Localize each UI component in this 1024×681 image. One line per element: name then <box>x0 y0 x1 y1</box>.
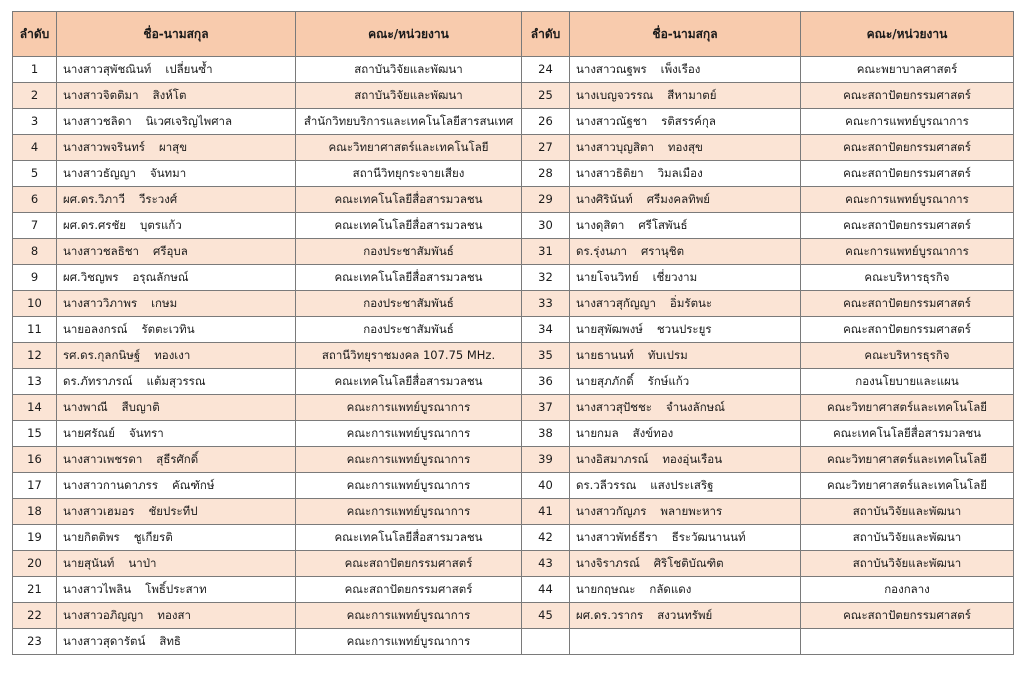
last-name: สิทธิ <box>159 633 181 648</box>
department-cell: คณะวิทยาศาสตร์และเทคโนโลยี <box>801 447 1014 473</box>
row-number-cell: 43 <box>522 551 570 577</box>
row-number-cell: 5 <box>13 161 57 187</box>
table-row <box>13 369 1014 395</box>
row-number-cell: 20 <box>13 551 57 577</box>
table-header-row <box>13 12 1014 57</box>
department-cell: คณะสถาปัตยกรรมศาสตร์ <box>801 291 1014 317</box>
row-number-cell: 32 <box>522 265 570 291</box>
last-name: ทองเงา <box>154 347 191 362</box>
last-name: สุธีรศักดิ์ <box>156 451 199 466</box>
row-number-cell: 21 <box>13 577 57 603</box>
first-name: นางสาวสุกัญญา <box>576 295 656 310</box>
person-name-cell <box>570 109 801 135</box>
last-name: นาป่า <box>128 555 157 570</box>
last-name: ผาสุข <box>158 139 188 154</box>
person-name-cell <box>57 109 296 135</box>
first-name: นางเบญจวรรณ <box>576 87 654 102</box>
department-cell: สถานีวิทยุราชมงคล 107.75 MHz. <box>296 343 522 369</box>
first-name: นางสาวชลธิชา <box>63 243 140 258</box>
header-no-right: ลำดับ <box>522 12 570 57</box>
department-cell: คณะเทคโนโลยีสื่อสารมวลชน <box>296 187 522 213</box>
department-cell: คณะวิทยาศาสตร์และเทคโนโลยี <box>296 135 522 161</box>
person-name-cell <box>570 577 801 603</box>
row-number-cell: 14 <box>13 395 57 421</box>
row-number-cell: 7 <box>13 213 57 239</box>
table-row <box>13 343 1014 369</box>
table-row <box>13 447 1014 473</box>
header-name-left: ชื่อ-นามสกุล <box>57 12 296 57</box>
first-name: นางสาวสุปัชชะ <box>576 399 652 414</box>
person-name-cell <box>57 499 296 525</box>
row-number-cell: 38 <box>522 421 570 447</box>
row-number-cell: 8 <box>13 239 57 265</box>
department-cell: คณะสถาปัตยกรรมศาสตร์ <box>801 161 1014 187</box>
person-name-cell <box>570 135 801 161</box>
last-name: สืบญาติ <box>121 399 160 414</box>
row-number-cell: 35 <box>522 343 570 369</box>
first-name: นางสาวสุพัชณินท์ <box>63 61 152 76</box>
last-name: สีหามาตย์ <box>667 87 717 102</box>
table-row <box>13 603 1014 629</box>
person-name-cell <box>57 135 296 161</box>
department-cell: สถาบันวิจัยและพัฒนา <box>296 83 522 109</box>
row-number-cell: 2 <box>13 83 57 109</box>
row-number-cell: 3 <box>13 109 57 135</box>
first-name: นายกมล <box>576 425 619 440</box>
person-name-cell <box>57 291 296 317</box>
table-row <box>13 57 1014 83</box>
department-cell: คณะการแพทย์บูรณาการ <box>296 499 522 525</box>
person-name-cell <box>570 83 801 109</box>
header-name-right: ชื่อ-นามสกุล <box>570 12 801 57</box>
person-name-cell <box>570 447 801 473</box>
last-name: พลายพะหาร <box>660 503 723 518</box>
first-name: นางสาวพจรินทร์ <box>63 139 145 154</box>
department-cell: คณะการแพทย์บูรณาการ <box>801 239 1014 265</box>
row-number-cell: 23 <box>13 629 57 655</box>
person-name-cell <box>570 525 801 551</box>
department-cell: คณะการแพทย์บูรณาการ <box>801 109 1014 135</box>
last-name: ศิริโชติบัณฑิต <box>653 555 724 570</box>
first-name: นายโจนวิทย์ <box>576 269 639 284</box>
department-cell: คณะพยาบาลศาสตร์ <box>801 57 1014 83</box>
first-name: ผศ.ดร.ศรชัย <box>63 217 127 232</box>
table-row <box>13 83 1014 109</box>
page-container <box>12 11 1014 655</box>
department-cell: คณะสถาปัตยกรรมศาสตร์ <box>801 213 1014 239</box>
header-no-left: ลำดับ <box>13 12 57 57</box>
department-cell: สถาบันวิจัยและพัฒนา <box>296 57 522 83</box>
person-name-cell <box>57 603 296 629</box>
first-name: นางพาณี <box>63 399 108 414</box>
first-name: นางอิสมาภรณ์ <box>576 451 649 466</box>
first-name: นางสาวกานดาภรร <box>63 477 159 492</box>
department-cell: คณะสถาปัตยกรรมศาสตร์ <box>296 551 522 577</box>
first-name: นางสาวกัญภร <box>576 503 647 518</box>
last-name: คัณฑักษ์ <box>172 477 215 492</box>
table-row <box>13 135 1014 161</box>
person-name-cell <box>570 187 801 213</box>
last-name: อรุณลักษณ์ <box>132 269 189 284</box>
row-number-cell: 9 <box>13 265 57 291</box>
row-number-cell: 15 <box>13 421 57 447</box>
first-name: นางสาวบุญสิตา <box>576 139 654 154</box>
person-name-cell <box>57 395 296 421</box>
first-name: ดร.รุ่งนภา <box>576 243 627 258</box>
person-name-cell <box>570 291 801 317</box>
row-number-cell <box>522 629 570 655</box>
person-name-cell <box>57 525 296 551</box>
first-name: นางสาวณฐพร <box>576 61 647 76</box>
last-name: ทับเปรม <box>647 347 688 362</box>
person-name-cell <box>570 239 801 265</box>
first-name: นายสุภภักดิ์ <box>576 373 634 388</box>
table-row <box>13 187 1014 213</box>
person-name-cell <box>57 265 296 291</box>
first-name: ดร.ภัทราภรณ์ <box>63 373 133 388</box>
first-name: นางสาวธิติยา <box>576 165 644 180</box>
table-row <box>13 265 1014 291</box>
row-number-cell: 28 <box>522 161 570 187</box>
first-name: รศ.ดร.กุลกนิษฐ์ <box>63 347 141 362</box>
person-name-cell <box>57 57 296 83</box>
first-name: นางสาวเฮมอร <box>63 503 135 518</box>
row-number-cell: 27 <box>522 135 570 161</box>
department-cell: คณะวิทยาศาสตร์และเทคโนโลยี <box>801 473 1014 499</box>
person-name-cell <box>57 473 296 499</box>
department-cell: คณะการแพทย์บูรณาการ <box>296 629 522 655</box>
last-name: ทองอุ่นเรือน <box>662 451 723 466</box>
staff-table <box>12 11 1014 655</box>
department-cell: กองประชาสัมพันธ์ <box>296 291 522 317</box>
table-row <box>13 213 1014 239</box>
person-name-cell <box>57 551 296 577</box>
first-name: นางสาวไพลิน <box>63 581 132 596</box>
row-number-cell: 37 <box>522 395 570 421</box>
department-cell: คณะสถาปัตยกรรมศาสตร์ <box>801 83 1014 109</box>
department-cell: คณะเทคโนโลยีสื่อสารมวลชน <box>296 265 522 291</box>
person-name-cell <box>570 265 801 291</box>
row-number-cell: 1 <box>13 57 57 83</box>
table-row <box>13 577 1014 603</box>
first-name: นายธานนท์ <box>576 347 634 362</box>
row-number-cell: 45 <box>522 603 570 629</box>
row-number-cell: 13 <box>13 369 57 395</box>
table-row <box>13 395 1014 421</box>
table-body <box>13 57 1014 655</box>
row-number-cell: 16 <box>13 447 57 473</box>
department-cell: สถานีวิทยุกระจายเสียง <box>296 161 522 187</box>
department-cell: คณะการแพทย์บูรณาการ <box>801 187 1014 213</box>
person-name-cell <box>57 317 296 343</box>
department-cell: คณะบริหารธุรกิจ <box>801 343 1014 369</box>
row-number-cell: 34 <box>522 317 570 343</box>
last-name: แสงประเสริฐ <box>650 477 714 492</box>
row-number-cell: 29 <box>522 187 570 213</box>
last-name: วีระวงศ์ <box>138 191 178 206</box>
header-dept-right: คณะ/หน่วยงาน <box>801 12 1014 57</box>
first-name: นางสาวเพชรดา <box>63 451 143 466</box>
person-name-cell <box>57 161 296 187</box>
last-name: รติสรรค์กุล <box>661 113 716 128</box>
row-number-cell: 24 <box>522 57 570 83</box>
row-number-cell: 44 <box>522 577 570 603</box>
header-dept-left: คณะ/หน่วยงาน <box>296 12 522 57</box>
table-row <box>13 551 1014 577</box>
person-name-cell <box>57 421 296 447</box>
row-number-cell: 41 <box>522 499 570 525</box>
row-number-cell: 31 <box>522 239 570 265</box>
table-row <box>13 161 1014 187</box>
last-name: รัตตะเวทิน <box>141 321 195 336</box>
department-cell: คณะเทคโนโลยีสื่อสารมวลชน <box>801 421 1014 447</box>
last-name: กลัดแดง <box>649 581 692 596</box>
person-name-cell <box>570 317 801 343</box>
last-name: เปลี่ยนซ้ำ <box>165 61 213 76</box>
last-name: แต้มสุวรรณ <box>146 373 206 388</box>
department-cell: กองกลาง <box>801 577 1014 603</box>
first-name: นางจิราภรณ์ <box>576 555 640 570</box>
last-name: สิงห์โต <box>152 87 187 102</box>
department-cell: คณะเทคโนโลยีสื่อสารมวลชน <box>296 213 522 239</box>
table-row <box>13 421 1014 447</box>
department-cell: คณะการแพทย์บูรณาการ <box>296 603 522 629</box>
last-name: ศรีมงคลทิพย์ <box>646 191 711 206</box>
row-number-cell: 11 <box>13 317 57 343</box>
person-name-cell <box>570 603 801 629</box>
last-name: ศรานุชิต <box>641 243 685 258</box>
table-row <box>13 239 1014 265</box>
last-name: ทองสา <box>157 607 192 622</box>
first-name: นายอลงกรณ์ <box>63 321 128 336</box>
first-name: นางสาวอภิญญา <box>63 607 144 622</box>
person-name-cell <box>57 629 296 655</box>
row-number-cell: 33 <box>522 291 570 317</box>
department-cell: คณะเทคโนโลยีสื่อสารมวลชน <box>296 525 522 551</box>
first-name: นายกฤษณะ <box>576 581 636 596</box>
department-cell: คณะสถาปัตยกรรมศาสตร์ <box>801 603 1014 629</box>
table-row <box>13 473 1014 499</box>
person-name-cell <box>570 421 801 447</box>
department-cell <box>801 629 1014 655</box>
first-name: นางสาวธัญญา <box>63 165 136 180</box>
department-cell: สถาบันวิจัยและพัฒนา <box>801 551 1014 577</box>
first-name: นายศรัณย์ <box>63 425 115 440</box>
person-name-cell <box>57 83 296 109</box>
table-row <box>13 525 1014 551</box>
last-name: วิมลเมือง <box>657 165 703 180</box>
last-name: ชูเกียรติ <box>133 529 173 544</box>
department-cell: คณะการแพทย์บูรณาการ <box>296 447 522 473</box>
person-name-cell <box>57 343 296 369</box>
row-number-cell: 6 <box>13 187 57 213</box>
table-row <box>13 291 1014 317</box>
first-name: นายสุนันท์ <box>63 555 115 570</box>
person-name-cell <box>57 187 296 213</box>
last-name: เกษม <box>151 295 178 310</box>
department-cell: กองประชาสัมพันธ์ <box>296 239 522 265</box>
last-name: สังข์ทอง <box>632 425 674 440</box>
row-number-cell: 4 <box>13 135 57 161</box>
row-number-cell: 39 <box>522 447 570 473</box>
first-name: ผศ.ดร.วรากร <box>576 607 644 622</box>
department-cell: กองประชาสัมพันธ์ <box>296 317 522 343</box>
person-name-cell <box>570 473 801 499</box>
last-name: ศรีอุบล <box>153 243 188 258</box>
department-cell: คณะสถาปัตยกรรมศาสตร์ <box>296 577 522 603</box>
row-number-cell: 10 <box>13 291 57 317</box>
person-name-cell <box>57 213 296 239</box>
table-row <box>13 109 1014 135</box>
person-name-cell <box>570 343 801 369</box>
department-cell: สถาบันวิจัยและพัฒนา <box>801 525 1014 551</box>
last-name: เชี่ยวงาม <box>652 269 698 284</box>
last-name: ธีระวัฒนานนท์ <box>671 529 746 544</box>
row-number-cell: 36 <box>522 369 570 395</box>
row-number-cell: 26 <box>522 109 570 135</box>
department-cell: สถาบันวิจัยและพัฒนา <box>801 499 1014 525</box>
department-cell: คณะการแพทย์บูรณาการ <box>296 473 522 499</box>
row-number-cell: 25 <box>522 83 570 109</box>
department-cell: คณะสถาปัตยกรรมศาสตร์ <box>801 135 1014 161</box>
person-name-cell <box>570 551 801 577</box>
first-name: ผศ.วิชญพร <box>63 269 119 284</box>
department-cell: คณะเทคโนโลยีสื่อสารมวลชน <box>296 369 522 395</box>
person-name-cell <box>570 57 801 83</box>
table-row <box>13 499 1014 525</box>
first-name: นางสาวณัฐชา <box>576 113 648 128</box>
person-name-cell <box>570 161 801 187</box>
department-cell: คณะการแพทย์บูรณาการ <box>296 395 522 421</box>
department-cell: คณะบริหารธุรกิจ <box>801 265 1014 291</box>
first-name: นางสาวพัทธ์ธีรา <box>576 529 658 544</box>
last-name: ศรีโสพันธ์ <box>638 217 688 232</box>
person-name-cell <box>57 577 296 603</box>
table-row <box>13 629 1014 655</box>
department-cell: คณะวิทยาศาสตร์และเทคโนโลยี <box>801 395 1014 421</box>
last-name: บุตรแก้ว <box>140 217 182 232</box>
row-number-cell: 17 <box>13 473 57 499</box>
first-name: นางสาวจิตติมา <box>63 87 139 102</box>
first-name: นายกิตติพร <box>63 529 120 544</box>
person-name-cell <box>570 499 801 525</box>
last-name: อิ่มรัตนะ <box>669 295 713 310</box>
row-number-cell: 40 <box>522 473 570 499</box>
first-name: ผศ.ดร.วิภาวี <box>63 191 125 206</box>
row-number-cell: 12 <box>13 343 57 369</box>
row-number-cell: 30 <box>522 213 570 239</box>
person-name-cell <box>570 213 801 239</box>
department-cell: กองนโยบายและแผน <box>801 369 1014 395</box>
person-name-cell <box>57 447 296 473</box>
first-name: นางสาววิภาพร <box>63 295 138 310</box>
department-cell: คณะการแพทย์บูรณาการ <box>296 421 522 447</box>
last-name: โพธิ์ประสาท <box>145 581 207 596</box>
last-name: เพ็งเรือง <box>660 61 701 76</box>
last-name: ชวนประยูร <box>656 321 712 336</box>
department-cell: คณะสถาปัตยกรรมศาสตร์ <box>801 317 1014 343</box>
person-name-cell <box>570 395 801 421</box>
row-number-cell: 18 <box>13 499 57 525</box>
first-name: นางสาวสุดารัตน์ <box>63 633 146 648</box>
last-name: ชัยประทีป <box>148 503 198 518</box>
row-number-cell: 22 <box>13 603 57 629</box>
last-name: จันทรา <box>128 425 164 440</box>
first-name: ดร.วลีวรรณ <box>576 477 637 492</box>
row-number-cell: 42 <box>522 525 570 551</box>
first-name: นายสุพัฒพงษ์ <box>576 321 643 336</box>
person-name-cell <box>57 239 296 265</box>
last-name: รักษ์แก้ว <box>647 373 690 388</box>
last-name: สงวนทรัพย์ <box>657 607 713 622</box>
last-name: จันทมา <box>149 165 187 180</box>
first-name: นางศิรินันท์ <box>576 191 633 206</box>
department-cell: สำนักวิทยบริการและเทคโนโลยีสารสนเทศ <box>296 109 522 135</box>
last-name: จำนงลักษณ์ <box>665 399 725 414</box>
person-name-cell <box>57 369 296 395</box>
table-row <box>13 317 1014 343</box>
person-name-cell <box>570 369 801 395</box>
row-number-cell: 19 <box>13 525 57 551</box>
last-name: ทองสุข <box>667 139 703 154</box>
last-name: นิเวศเจริญไพศาล <box>145 113 233 128</box>
first-name: นางดุสิตา <box>576 217 625 232</box>
person-name-cell <box>570 629 801 655</box>
first-name: นางสาวชลิดา <box>63 113 132 128</box>
